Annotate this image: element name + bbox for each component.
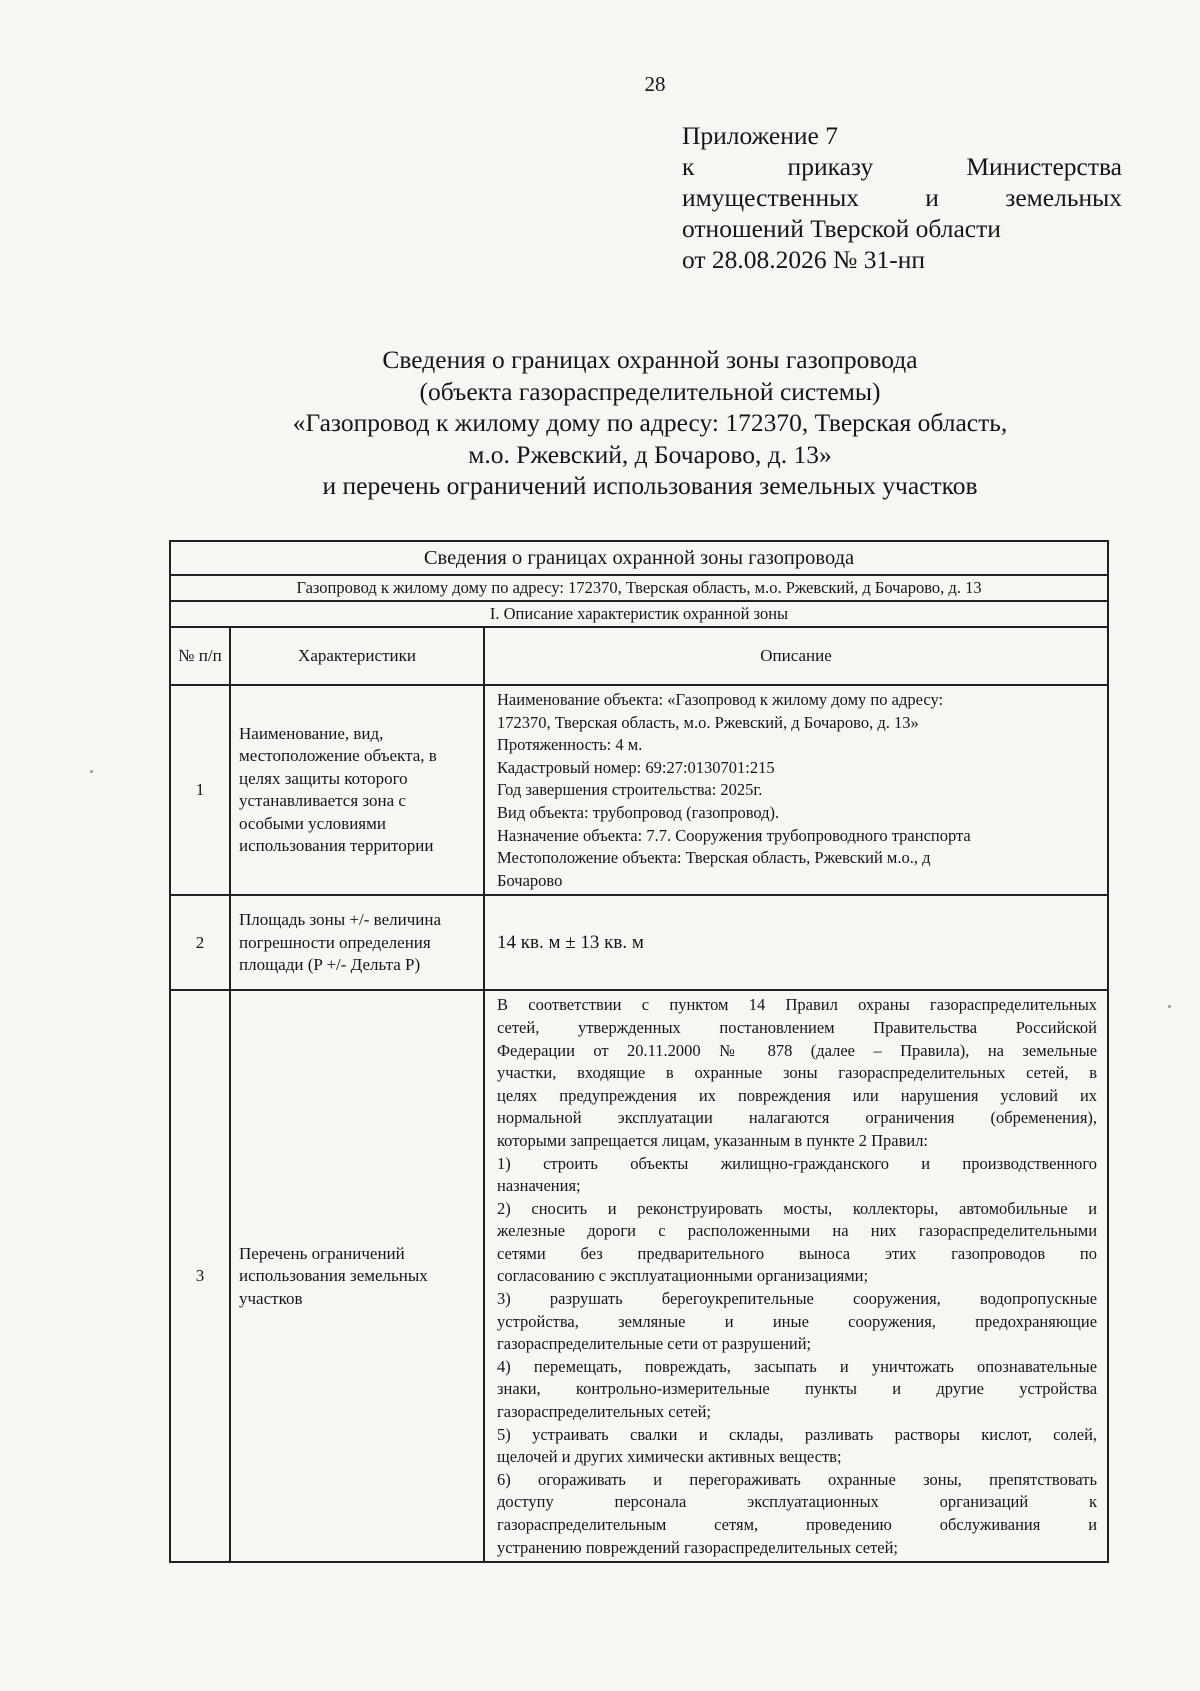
- title-line: «Газопровод к жилому дому по адресу: 172370, Тверская область,: [292, 408, 1008, 437]
- description-line: сетей, утвержденных постановлением Правительства Российской: [497, 1017, 1098, 1037]
- description-line: Год завершения строительства: 2025г.: [497, 780, 763, 800]
- row-description: [484, 990, 1108, 1562]
- row-description: [484, 685, 1108, 895]
- row-number: 2: [170, 895, 230, 990]
- description-line: Наименование объекта: «Газопровод к жилому дому по адресу:: [497, 690, 944, 709]
- column-header-number: № п/п: [170, 627, 230, 685]
- table-header-main: Сведения о границах охранной зоны газопровода: [170, 541, 1108, 575]
- title-line: (объекта газораспределительной системы): [419, 376, 881, 406]
- description-line: газораспределительным сетям, проведению обслуживания и: [497, 1515, 1098, 1534]
- page-number: 28: [644, 72, 666, 96]
- description-line: Протяженность: 4 м.: [497, 735, 643, 755]
- description-line: В соответствии с пунктом 14 Правил охраны газораспределительных: [497, 995, 1098, 1015]
- description-line: Кадастровый номер: 69:27:0130701:215: [497, 757, 775, 777]
- description-line: устройства, земляные и иные сооружения, предохраняющие: [497, 1311, 1098, 1331]
- row-number: 1: [170, 685, 230, 895]
- description-line: 6) огораживать и перегораживать охранные зоны, препятствовать: [497, 1469, 1098, 1489]
- description-line: назначения;: [497, 1176, 581, 1196]
- description-line: Вид объекта: трубопровод (газопровод).: [497, 802, 780, 822]
- title-line: м.о. Ржевский, д Бочарово, д. 13»: [468, 439, 832, 469]
- appendix-line: отношений Тверской области: [682, 214, 1001, 243]
- description-line: Назначение объекта: 7.7. Сооружения трубопроводного транспорта: [497, 825, 971, 845]
- description-line: 3) разрушать берегоукрепительные сооружения, водопропускные: [497, 1289, 1098, 1309]
- row-number: 3: [170, 990, 230, 1562]
- description-line: 172370, Тверская область, м.о. Ржевский, д Бочарово, д. 13»: [497, 712, 919, 732]
- description-line: Местоположение объекта: Тверская область, Ржевский м.о., д: [497, 848, 931, 868]
- description-line: доступу персонала эксплуатационных организаций к: [497, 1492, 1098, 1512]
- appendix-line: к приказу Министерства: [682, 152, 1122, 181]
- description-line: газораспределительные сети от разрушений;: [497, 1334, 812, 1354]
- zone-info-table: [169, 540, 1109, 1563]
- description-line: 1) строить объекты жилищно-гражданского и производственного: [497, 1153, 1098, 1173]
- column-header-description: Описание: [484, 627, 1108, 685]
- description-line: участки, входящие в охранные зоны газораспределительных сетей, в: [497, 1063, 1098, 1083]
- scan-speck: [1168, 1005, 1171, 1008]
- scan-speck: [90, 770, 93, 773]
- title-line: и перечень ограничений использования земельных участков: [322, 471, 978, 500]
- table-header-object: Газопровод к жилому дому по адресу: 172370, Тверская область, м.о. Ржевский, д Бочарово, д. 13: [170, 575, 1108, 601]
- description-line: знаки, контрольно-измерительные пункты и другие устройства: [497, 1379, 1098, 1399]
- row-characteristic: Наименование, вид, местоположение объекта, в целях защиты которого устанавливается зона с особыми условиями использования территории: [230, 685, 484, 895]
- table-row: [170, 895, 1108, 990]
- description-line: нормальной эксплуатации налагаются ограничения (обременения),: [497, 1108, 1098, 1128]
- description-line: 4) перемещать, повреждать, засыпать и уничтожать опознавательные: [497, 1356, 1098, 1376]
- description-line: 5) устраивать свалки и склады, разливать растворы кислот, солей,: [497, 1424, 1098, 1444]
- appendix-line: от 28.08.2026 № 31-нп: [682, 245, 926, 274]
- appendix-line: Приложение 7: [682, 121, 838, 150]
- description-line: которыми запрещается лицам, указанным в пункте 2 Правил:: [497, 1130, 929, 1150]
- description-line: 2) сносить и реконструировать мосты, коллекторы, автомобильные и: [497, 1198, 1098, 1218]
- appendix-block: [682, 120, 1122, 275]
- description-line: сетями без предварительного выноса этих газопроводов по: [497, 1243, 1098, 1263]
- description-line: щелочей и других химически активных веществ;: [497, 1447, 842, 1467]
- description-line: устранению повреждений газораспределительных сетей;: [497, 1537, 899, 1557]
- description-line: Федерации от 20.11.2000 № 878 (далее – Правила), на земельные: [497, 1040, 1098, 1060]
- document-title: [150, 344, 1150, 502]
- row-characteristic: Площадь зоны +/- величина погрешности определения площади (P +/- Дельта P): [230, 895, 484, 990]
- table-section-title: I. Описание характеристик охранной зоны: [170, 601, 1108, 627]
- table-row: [170, 990, 1108, 1562]
- description-line: газораспределительных сетей;: [497, 1402, 712, 1422]
- title-line: Сведения о границах охранной зоны газопровода: [382, 345, 918, 374]
- column-header-characteristics: Характеристики: [230, 627, 484, 685]
- table-row: [170, 685, 1108, 895]
- row-description: 14 кв. м ± 13 кв. м: [484, 895, 1108, 990]
- row-characteristic: Перечень ограничений использования земельных участков: [230, 990, 484, 1562]
- description-line: согласованию с эксплуатационными организациями;: [497, 1266, 869, 1286]
- description-line: железные дороги с расположенными на них газораспределительными: [497, 1221, 1098, 1241]
- appendix-line: имущественных и земельных: [682, 183, 1122, 212]
- description-line: целях предупреждения их повреждения или нарушения условий их: [497, 1085, 1098, 1105]
- description-line: Бочарово: [497, 870, 563, 890]
